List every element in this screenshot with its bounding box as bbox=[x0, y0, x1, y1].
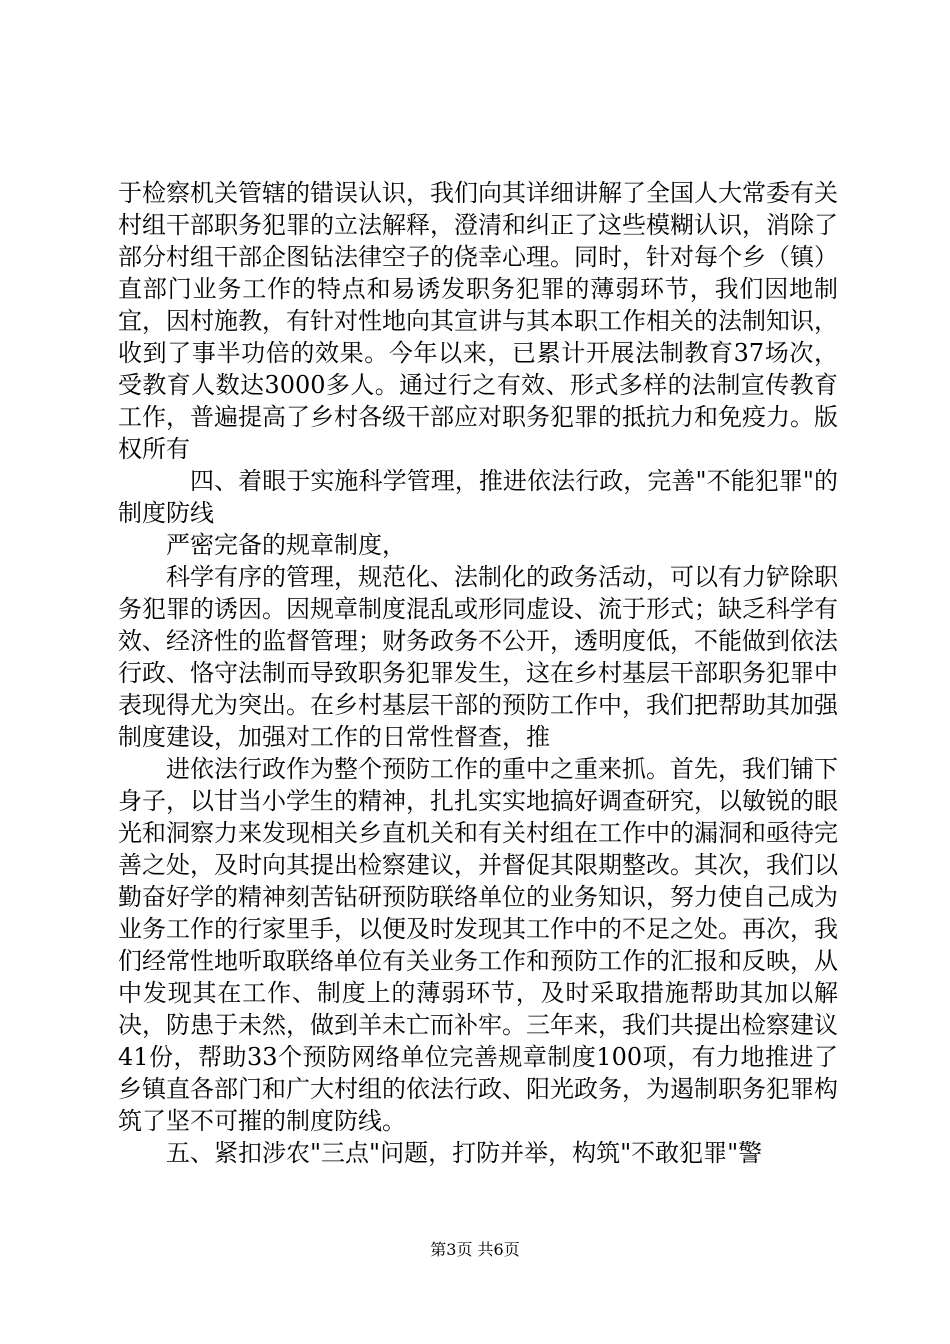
paragraph-management: 科学有序的管理，规范化、法制化的政务活动，可以有力铲除职务犯罪的诱因。因规章制度混乱或形同虚设、流于形式；缺乏科学有效、经济性的监督管理；财务政务不公开，透明度低，不能做到依法行政、恪守法制而导致职务犯罪发生，这在乡村基层干部职务犯罪中表现得尤为突出。在乡村基层干部的预防工作中，我们把帮助其加强制度建设，加强对工作的日常性督查，推 bbox=[118, 563, 838, 751]
paragraph-continuation: 于检察机关管辖的错误认识，我们向其详细讲解了全国人大常委有关村组干部职务犯罪的立法解释，澄清和纠正了这些模糊认识，消除了部分村组干部企图钻法律空子的侥幸心理。同时，针对每个乡（镇）直部门业务工作的特点和易诱发职务犯罪的薄弱环节，我们因地制宜，因村施教，有针对性地向其宣讲与其本职工作相关的法制知识，收到了事半功倍的效果。今年以来，已累计开展法制教育37场次，受教育人数达3000多人。通过行之有效、形式多样的法制宣传教育工作，普遍提高了乡村各级干部应对职务犯罪的抵抗力和免疫力。版权所有 bbox=[118, 179, 838, 463]
paragraph-regulations-intro: 严密完备的规章制度， bbox=[166, 531, 406, 559]
paragraph-administration: 进依法行政作为整个预防工作的重中之重来抓。首先，我们铺下身子，以甘当小学生的精神，扎扎实实地搞好调查研究，以敏锐的眼光和洞察力来发现相关乡直机关和有关村组在工作中的漏洞和亟待完善之处，及时向其提出检察建议，并督促其限期整改。其次，我们以勤奋好学的精神刻苦钻研预防联络单位的业务知识，努力使自己成为业务工作的行家里手，以便及时发现其工作中的不足之处。再次，我们经常性地听取联络单位有关业务工作和预防工作的汇报和反映，从中发现其在工作、制度上的薄弱环节，及时采取措施帮助其加以解决，防患于未然，做到羊未亡而补牢。三年来，我们共提出检察建议41份，帮助33个预防网络单位完善规章制度100项，有力地推进了乡镇直各部门和广大村组的依法行政、阳光政务，为遏制职务犯罪构筑了坚不可摧的制度防线。 bbox=[118, 755, 838, 1135]
section-heading-five: 五、紧扣涉农"三点"问题，打防并举，构筑"不敢犯罪"警 bbox=[166, 1139, 763, 1167]
page-number-footer: 第3页 共6页 bbox=[430, 1240, 520, 1259]
document-body bbox=[118, 177, 838, 1169]
section-heading-four: 四、着眼于实施科学管理，推进依法行政，完善"不能犯罪"的制度防线 bbox=[118, 467, 838, 527]
